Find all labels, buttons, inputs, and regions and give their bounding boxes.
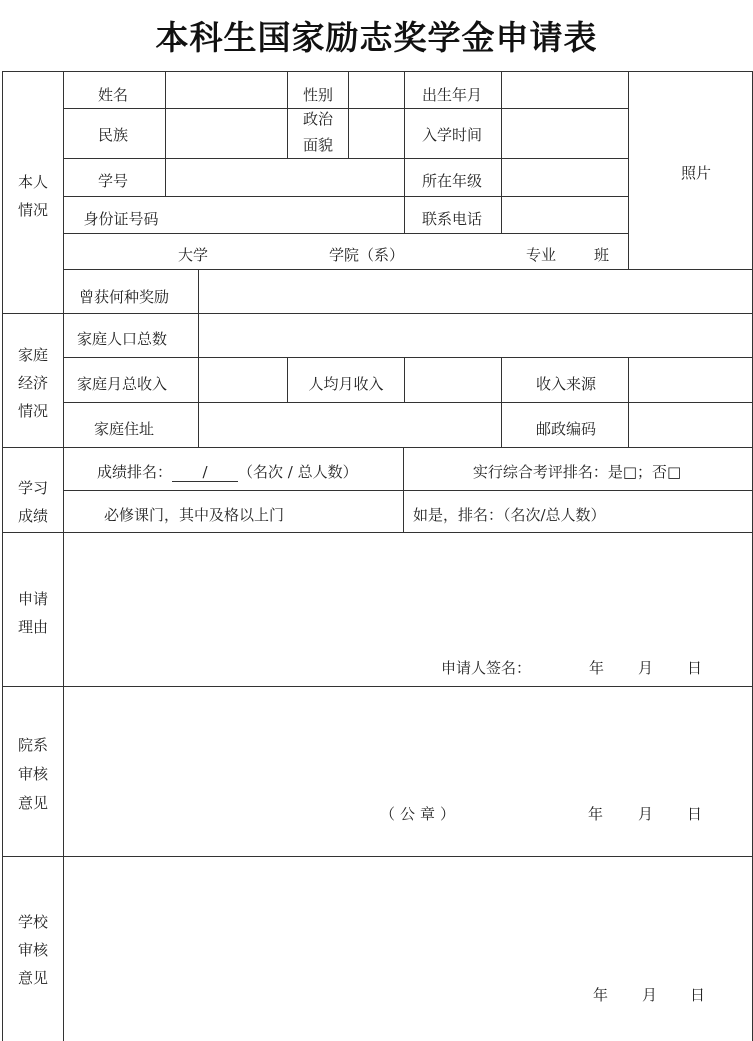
per-capita-income-label: 人均月收入: [308, 375, 384, 393]
department-month: 月: [638, 805, 654, 823]
photo-label: 照片: [680, 164, 712, 182]
id-card-label: 身份证号码: [83, 210, 159, 228]
university-label: 大学: [178, 246, 209, 264]
political-status-label: 政治 面貌: [302, 110, 333, 154]
department-year: 年: [588, 805, 604, 823]
reason-year: 年: [589, 659, 605, 677]
college-label: 学院（系）: [329, 246, 405, 264]
section-family-label: 家庭 经济 情况: [17, 346, 48, 420]
applicant-signature-label: 申请人签名：: [441, 659, 532, 677]
official-seal-label: （公章）: [380, 805, 461, 823]
form-title: 本科生国家励志奖学金申请表: [155, 18, 598, 57]
birth-label: 出生年月: [421, 86, 483, 104]
rank-blank[interactable]: /: [172, 463, 238, 482]
family-address-label: 家庭住址: [94, 420, 155, 438]
enroll-time-label: 入学时间: [421, 126, 483, 144]
school-day: 日: [690, 986, 706, 1004]
gender-label: 性别: [302, 86, 334, 104]
class-label: 班: [594, 246, 610, 264]
if-yes-rank-label: 如是，排名：（名次/总人数）: [413, 506, 606, 524]
ethnicity-label: 民族: [97, 126, 129, 144]
section-reason-label: 申请 理由: [17, 590, 48, 636]
phone-label: 联系电话: [421, 210, 483, 228]
grade-label: 所在年级: [421, 172, 483, 190]
section-school-label: 学校 审核 意见: [17, 913, 48, 987]
family-population-label: 家庭人口总数: [77, 330, 168, 348]
reason-day: 日: [687, 659, 703, 677]
name-label: 姓名: [97, 86, 129, 104]
school-month: 月: [642, 986, 658, 1004]
section-study-label: 学习 成绩: [17, 479, 48, 525]
student-id-label: 学号: [97, 172, 129, 190]
family-income-label: 家庭月总收入: [77, 375, 168, 393]
grade-rank-row: 成绩排名： / （名次 / 总人数）: [97, 463, 358, 481]
section-personal-label: 本人 情况: [17, 173, 48, 219]
reason-month: 月: [638, 659, 654, 677]
postcode-label: 邮政编码: [535, 420, 597, 438]
school-year: 年: [593, 986, 609, 1004]
department-day: 日: [687, 805, 703, 823]
awards-label: 曾获何种奖励: [79, 288, 170, 306]
required-courses-label: 必修课门，其中及格以上门: [104, 506, 285, 524]
section-department-label: 院系 审核 意见: [17, 736, 48, 812]
comprehensive-rank-label: 实行综合考评排名：是□；否□: [472, 463, 682, 481]
income-source-label: 收入来源: [535, 375, 597, 393]
major-label: 专业: [526, 246, 557, 264]
